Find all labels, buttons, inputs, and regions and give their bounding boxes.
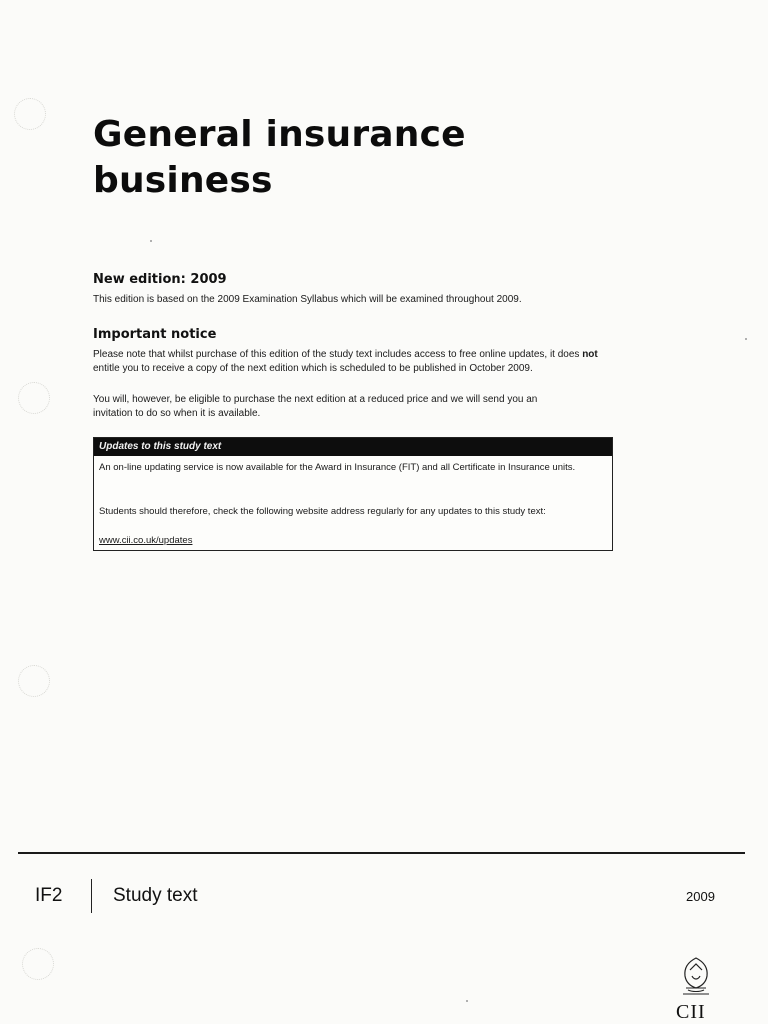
punch-hole-top [14, 98, 46, 130]
punch-hole-bottom [22, 948, 54, 980]
updates-box-header: Updates to this study text [94, 438, 612, 456]
edition-heading: New edition: 2009 [93, 272, 227, 287]
title-line-1: General insurance [93, 114, 466, 155]
updates-box-text-2: Students should therefore, check the following website address regularly for any updates to this study text: [99, 506, 546, 517]
punch-hole-lower [18, 665, 50, 697]
notice-heading: Important notice [93, 327, 217, 342]
title-line-2: business [93, 160, 273, 201]
notice-text-end: entitle you to receive a copy of the next edition which is scheduled to be published in October 2009. [93, 363, 533, 374]
course-type-label: Study text [113, 885, 198, 906]
cii-logo-text: CII [676, 1001, 706, 1023]
notice-paragraph-2: You will, however, be eligible to purchase the next edition at a reduced price and we will send you an invitation to do so when it is available. [93, 394, 538, 419]
footer-year: 2009 [686, 889, 715, 904]
scan-speck [150, 240, 152, 242]
course-code: IF2 [35, 885, 63, 906]
document-title [93, 112, 593, 204]
updates-box-text-1: An on-line updating service is now available for the Award in Insurance (FIT) and all Certificate in Insurance units. [99, 462, 576, 473]
punch-hole-middle [18, 382, 50, 414]
updates-link[interactable]: www.cii.co.uk/updates [99, 535, 193, 546]
footer-divider [91, 879, 92, 913]
scan-speck [466, 1000, 468, 1002]
notice-emphasis: not [582, 349, 598, 360]
updates-box [93, 437, 613, 551]
notice-paragraph-1 [93, 348, 623, 376]
scan-speck [745, 338, 747, 340]
edition-text: This edition is based on the 2009 Examination Syllabus which will be examined throughout 2009. [93, 294, 522, 305]
footer-rule [18, 852, 745, 854]
notice-text-start: Please note that whilst purchase of this edition of the study text includes access to free online updates, it does [93, 349, 580, 360]
